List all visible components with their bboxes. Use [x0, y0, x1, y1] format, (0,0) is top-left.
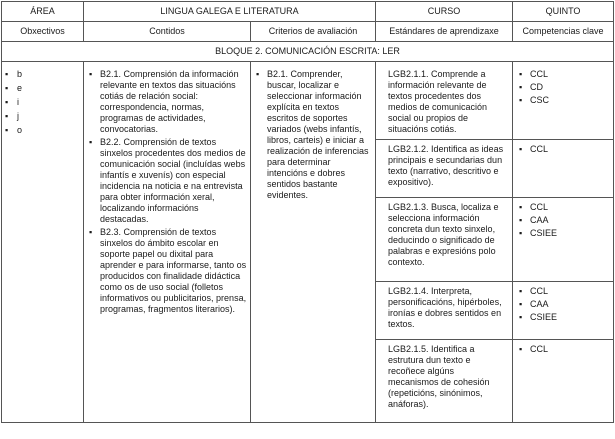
competence-item: ▪ CAA [519, 299, 607, 310]
curriculum-table [1, 1, 614, 423]
competences-cell [513, 198, 614, 282]
objective-item: ▪ i [2, 97, 83, 108]
competences-cell [513, 140, 614, 198]
objective-item: ▪ j [2, 111, 83, 122]
competences-cell [513, 340, 614, 423]
competence-item: ▪ CCL [519, 202, 607, 213]
column-header-row [2, 22, 614, 42]
col-standards: Estándares de aprendizaxe [376, 22, 513, 42]
course-value: QUINTO [513, 2, 614, 22]
competence-item: ▪ CAA [519, 215, 607, 226]
col-competences: Competencias clave [513, 22, 614, 42]
course-label: CURSO [376, 2, 513, 22]
objectives-cell [2, 62, 84, 423]
col-objectives: Obxectivos [2, 22, 84, 42]
block-title: BLOQUE 2. COMUNICACIÓN ESCRITA: LER [2, 42, 614, 62]
area-label: ÁREA [2, 2, 84, 22]
standard-cell: LGB2.1.5. Identifica a estrutura dun texto e recoñece algúns mecanismos de cohesión (repeticións, sinónimos, anáforas). [376, 340, 513, 423]
content-item: ▪ B2.2. Comprensión de textos sinxelos procedentes dos medios de comunicación social (incluídas webs infantís e xuvenís) con especial incidencia na noticia e na entrevista para obter información xeral, localizando informacións destacadas. [86, 137, 247, 225]
objective-item: ▪ b [2, 69, 83, 80]
standard-cell: LGB2.1.4. Interpreta, personificacións, hipérboles, ironías e dobres sentidos en textos. [376, 282, 513, 340]
competence-item: ▪ CCL [519, 69, 607, 80]
col-criteria: Criterios de avaliación [251, 22, 376, 42]
criteria-cell [251, 62, 376, 423]
standard-cell: LGB2.1.2. Identifica as ideas principais e secundarias dun texto (narrativo, descritivo e expositivo). [376, 140, 513, 198]
col-contents: Contidos [84, 22, 251, 42]
content-item: ▪ B2.1. Comprensión da información relevante en textos das situacións cotiás de relación social: correspondencia, normas, programas de actividades, convocatorias. [86, 69, 247, 135]
objective-item: ▪ e [2, 83, 83, 94]
competences-cell [513, 62, 614, 140]
subject-title: LINGUA GALEGA E LITERATURA [84, 2, 376, 22]
header-row [2, 2, 614, 22]
objective-item: ▪ o [2, 125, 83, 136]
content-row [2, 62, 614, 140]
competence-item: ▪ CCL [519, 144, 607, 155]
competence-item: ▪ CSIEE [519, 228, 607, 239]
content-item: ▪ B2.3. Comprensión de textos sinxelos do ámbito escolar en soporte papel ou dixital para aprender e para informarse, tanto os producidos con finalidade didáctica como os de uso social (folletos informativos ou publicitarios, prensa, programas, fragmentos literarios). [86, 227, 247, 315]
contents-cell [84, 62, 251, 423]
block-row [2, 42, 614, 62]
competences-cell [513, 282, 614, 340]
competence-item: ▪ CD [519, 82, 607, 93]
standard-cell: LGB2.1.1. Comprende a información relevante de textos procedentes dos medios de comunicación social ou propios de situacións cotiás. [376, 62, 513, 140]
criterion-item: ▪ B2.1. Comprender, buscar, localizar e seleccionar información explícita en textos escritos de soportes variados (webs infantís, libros, carteis) e iniciar a realización de inferencias para determinar intencións e dobres sentidos bastante evidentes. [253, 69, 371, 201]
competence-item: ▪ CSC [519, 95, 607, 106]
standard-cell: LGB2.1.3. Busca, localiza e selecciona información concreta dun texto sinxelo, deducindo o significado de palabras e expresións polo contexto. [376, 198, 513, 282]
competence-item: ▪ CCL [519, 344, 607, 355]
competence-item: ▪ CCL [519, 286, 607, 297]
competence-item: ▪ CSIEE [519, 312, 607, 323]
